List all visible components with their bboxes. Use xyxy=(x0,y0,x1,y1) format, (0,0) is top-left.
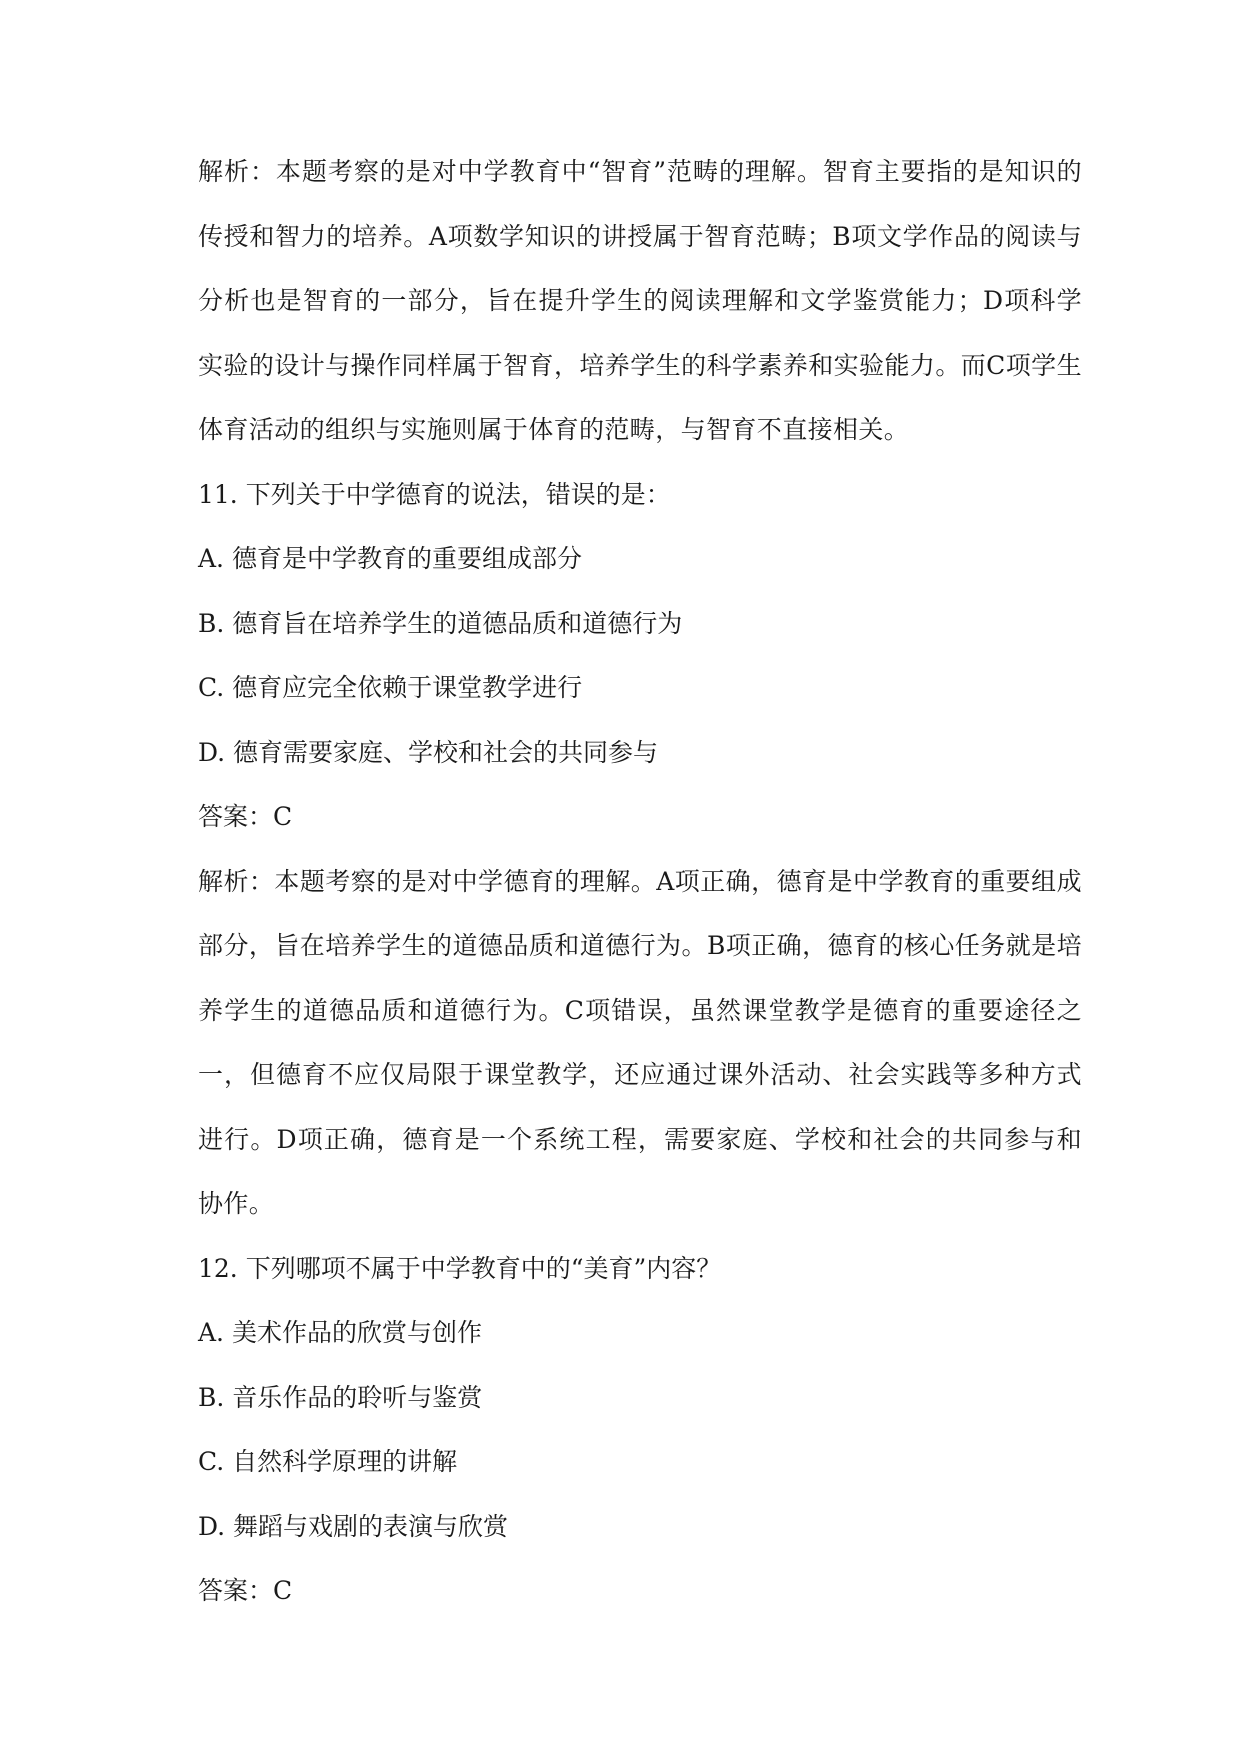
question-12-option-a: A. 美术作品的欣赏与创作 xyxy=(198,1318,482,1347)
question-11-option-c: C. 德育应完全依赖于课堂教学进行 xyxy=(198,673,583,702)
question-12-answer: 答案：C xyxy=(198,1576,293,1605)
question-12-option-b: B. 音乐作品的聆听与鉴赏 xyxy=(198,1382,483,1412)
question-11-option-d: D. 德育需要家庭、学校和社会的共同参与 xyxy=(198,737,659,767)
question-11-stem: 11. 下列关于中学德育的说法，错误的是： xyxy=(198,479,671,509)
analysis-q10: 解析：本题考察的是对中学教育中“智育”范畴的理解。智育主要指的是知识的传授和智力的培养。A项数学知识的讲授属于智育范畴；B项文学作品的阅读与分析也是智育的一部分，旨在提升学生的阅读理解和文学鉴赏能力；D项科学实验的设计与操作同样属于智育，培养学生的科学素养和实验能力。而C项学生体育活动的组织与实施则属于体育的范畴，与智育不直接相关。 xyxy=(198,157,1082,444)
question-11-answer: 答案：C xyxy=(198,802,293,831)
page-content xyxy=(198,140,1082,1624)
question-12-option-c: C. 自然科学原理的讲解 xyxy=(198,1447,458,1476)
question-11-option-b: B. 德育旨在培养学生的道德品质和道德行为 xyxy=(198,608,683,638)
question-12-stem: 12. 下列哪项不属于中学教育中的“美育”内容？ xyxy=(198,1253,722,1283)
question-11-option-a: A. 德育是中学教育的重要组成部分 xyxy=(198,544,582,573)
question-12-option-d: D. 舞蹈与戏剧的表演与欣赏 xyxy=(198,1511,509,1541)
analysis-q11: 解析：本题考察的是对中学德育的理解。A项正确，德育是中学教育的重要组成部分，旨在培养学生的道德品质和道德行为。B项正确，德育的核心任务就是培养学生的道德品质和道德行为。C项错误，虽然课堂教学是德育的重要途径之一，但德育不应仅局限于课堂教学，还应通过课外活动、社会实践等多种方式进行。D项正确，德育是一个系统工程，需要家庭、学校和社会的共同参与和协作。 xyxy=(198,866,1082,1218)
